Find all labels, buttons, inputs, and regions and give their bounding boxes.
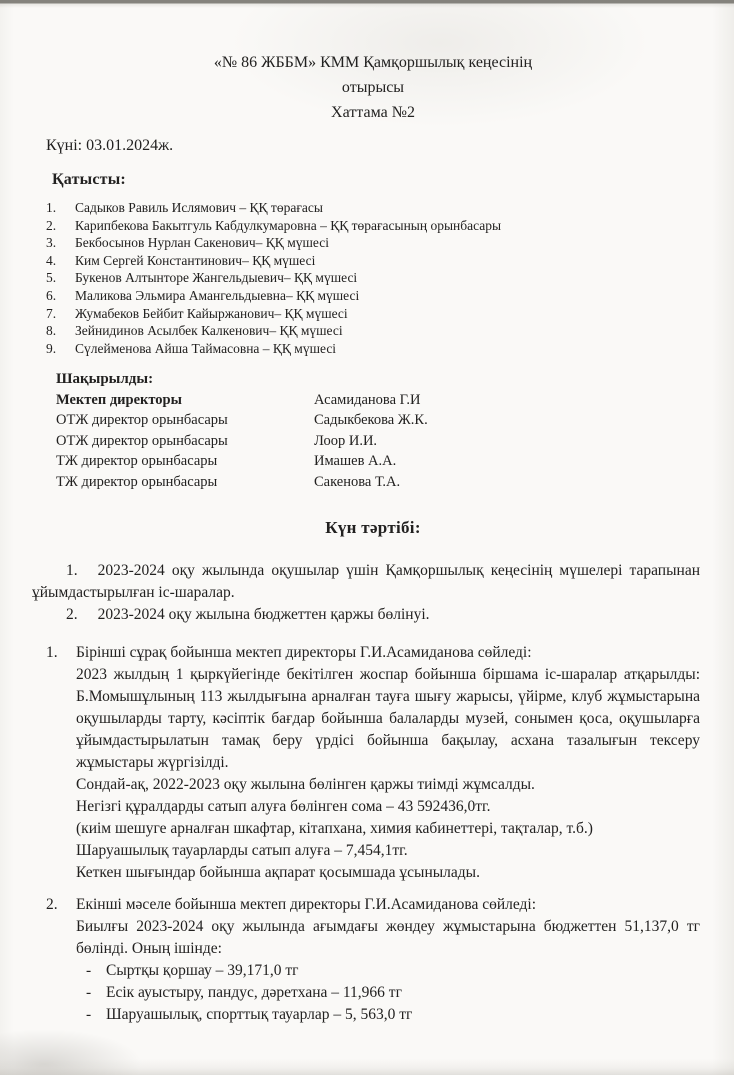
body-paragraph: Биылғы 2023-2024 оқу жылында ағымдағы жөндеу жұмыстарына бюджеттен 51,137,0 тг бөлінді. Оның ішінде:: [76, 918, 700, 958]
invited-row: [56, 390, 700, 411]
invited-name: Имашев А.А.: [314, 453, 397, 470]
agenda-item-number: 2.: [66, 606, 78, 624]
body-paragraph: Шаруашылық тауарларды сатып алуға – 7,454,1тг.: [76, 842, 408, 860]
attendee-row: [46, 252, 700, 270]
bullet-item: [86, 1004, 700, 1026]
attendee-row: [46, 287, 700, 305]
attendee-row: [46, 322, 700, 340]
invited-row: [56, 472, 700, 493]
attendees-heading: Қатысты:: [52, 171, 126, 188]
attendee-text: Карипбекова Бакытгуль Кабдулкумаровна – ҚҚ төрағасының орынбасары: [75, 217, 502, 233]
agenda-item-text: 2023-2024 оқу жылында оқушылар үшін Қамқоршылық кеңесінің мүшелері тарапынан ұйымдастырылған іс-шаралар.: [32, 562, 700, 602]
title-line-2: отырысы: [341, 79, 405, 96]
bullet-item: [86, 982, 700, 1004]
agenda-item: [32, 560, 700, 604]
agenda-item: [32, 604, 700, 626]
attendee-number: 8.: [46, 323, 57, 339]
document-title: [46, 50, 700, 125]
invited-name: Садыкбекова Ж.К.: [314, 412, 428, 429]
body-paragraph: (киім шешуге арналған шкафтар, кітапхана, химия кабинеттері, тақталар, т.б.): [76, 820, 593, 838]
attendee-text: Садыков Равиль Ислямович – ҚҚ төрағасы: [75, 200, 323, 215]
section-heading-text: Екінші мәселе бойынша мектеп директоры Г.И.Асамиданова сөйледі:: [76, 896, 537, 914]
agenda-item-number: 1.: [66, 562, 78, 580]
bullet-dash: -: [86, 984, 92, 1002]
attendee-row: [46, 234, 700, 252]
attendee-row: [46, 269, 700, 287]
invited-name: Лоор И.И.: [314, 432, 378, 449]
agenda-item-text: 2023-2024 оқу жылына бюджеттен қаржы бөлінуі.: [97, 606, 430, 624]
attendee-number: 7.: [46, 305, 57, 321]
invited-row: [56, 451, 700, 472]
section-number: 1.: [46, 644, 58, 662]
attendee-text: Маликова Эльмира Амангельдыевна– ҚҚ мүшесі: [75, 287, 360, 303]
invited-role: Мектеп директоры: [56, 391, 182, 408]
attendee-text: Жумабеков Бейбит Кайыржанович– ҚҚ мүшесі: [75, 305, 348, 321]
date-line: Күні: 03.01.2024ж.: [46, 137, 174, 154]
section-number: 2.: [46, 896, 58, 914]
attendee-row: [46, 217, 700, 235]
attendee-number: 4.: [46, 252, 57, 268]
agenda-list: [32, 560, 700, 626]
section-1: [46, 642, 700, 884]
section-body: [76, 916, 700, 1026]
section-2: [46, 894, 700, 1026]
body-paragraph: Сондай-ақ, 2022-2023 оқу жылына бөлінген қаржы тиімді жұмсалды.: [76, 776, 535, 794]
attendee-text: Ким Сергей Константинович– ҚҚ мүшесі: [75, 252, 316, 268]
body-paragraph: Кеткен шығындар бойынша ақпарат қосымшада ұсынылады.: [76, 864, 480, 882]
attendee-text: Букенов Алтынторе Жангельдыевич– ҚҚ мүшесі: [75, 270, 358, 286]
invited-role: ТЖ директор орынбасары: [56, 473, 218, 490]
attendee-number: 2.: [46, 217, 57, 233]
attendee-row: [46, 199, 700, 217]
invited-name: Сакенова Т.А.: [314, 473, 401, 490]
attendee-row: [46, 340, 700, 358]
body-paragraph: Негізгі құралдарды сатып алуға бөлінген сома – 43 592436,0тг.: [76, 798, 491, 816]
bullet-item: [86, 960, 700, 982]
bullet-dash: -: [86, 962, 92, 980]
attendee-text: Сүлейменова Айша Таймасовна – ҚҚ мүшесі: [75, 340, 337, 356]
body-paragraph: 2023 жылдың 1 қыркүйегінде бекітілген жоспар бойынша біршама іс-шаралар атқарылды: Б.Момышұлының 113 жылдығына арналған тауға шығу жарысы, үйірме, клуб жұмыстарына оқушыларды тарту, кәсіптік бағдар бойынша балаларды музей, сонымен қоса, оқушыларға ұйымдастырылатын тамақ беру үрдісі бойынша бақылау, асхана тазалығын тексеру жұмыстары жүргізілді.: [76, 666, 700, 772]
invited-name: Асамиданова Г.И: [314, 391, 421, 408]
attendees-list: [46, 199, 700, 357]
section-heading-text: Бірінші сұрақ бойынша мектеп директоры Г.И.Асамиданова сөйледі:: [76, 644, 532, 662]
minutes-body: [46, 642, 700, 1026]
attendee-number: 6.: [46, 287, 57, 303]
bullet-text: Шаруашылық, спорттық тауарлар – 5, 563,0 тг: [106, 1006, 413, 1024]
attendee-row: [46, 305, 700, 323]
bullet-text: Есік ауыстыру, пандус, дәретхана – 11,966 тг: [106, 984, 402, 1002]
invited-row: [56, 410, 700, 431]
invited-heading: Шақырылды:: [56, 371, 154, 388]
title-line-1: «№ 86 ЖББМ» КММ Қамқоршылық кеңесінің: [213, 54, 533, 71]
attendee-number: 1.: [46, 200, 57, 215]
invited-section: [56, 369, 700, 492]
section-heading-row: [46, 894, 700, 916]
invited-role: ТЖ директор орынбасары: [56, 453, 218, 470]
attendee-number: 5.: [46, 270, 57, 286]
bullet-text: Сыртқы қоршау – 39,171,0 тг: [106, 962, 299, 980]
attendee-text: Зейнидинов Асылбек Калкенович– ҚҚ мүшесі: [75, 323, 343, 339]
invited-row: [56, 431, 700, 452]
bullet-dash: -: [86, 1006, 92, 1024]
invited-role: ОТЖ директор орынбасары: [56, 432, 228, 449]
section-body: [76, 664, 700, 884]
title-line-3: Хаттама №2: [331, 104, 415, 121]
section-heading-row: [46, 642, 700, 664]
agenda-heading: Күн тәртібі:: [325, 518, 421, 538]
attendee-number: 9.: [46, 340, 57, 356]
attendee-number: 3.: [46, 235, 57, 251]
attendee-text: Бекбосынов Нурлан Сакенович– ҚҚ мүшесі: [75, 235, 329, 251]
invited-role: ОТЖ директор орынбасары: [56, 412, 228, 429]
